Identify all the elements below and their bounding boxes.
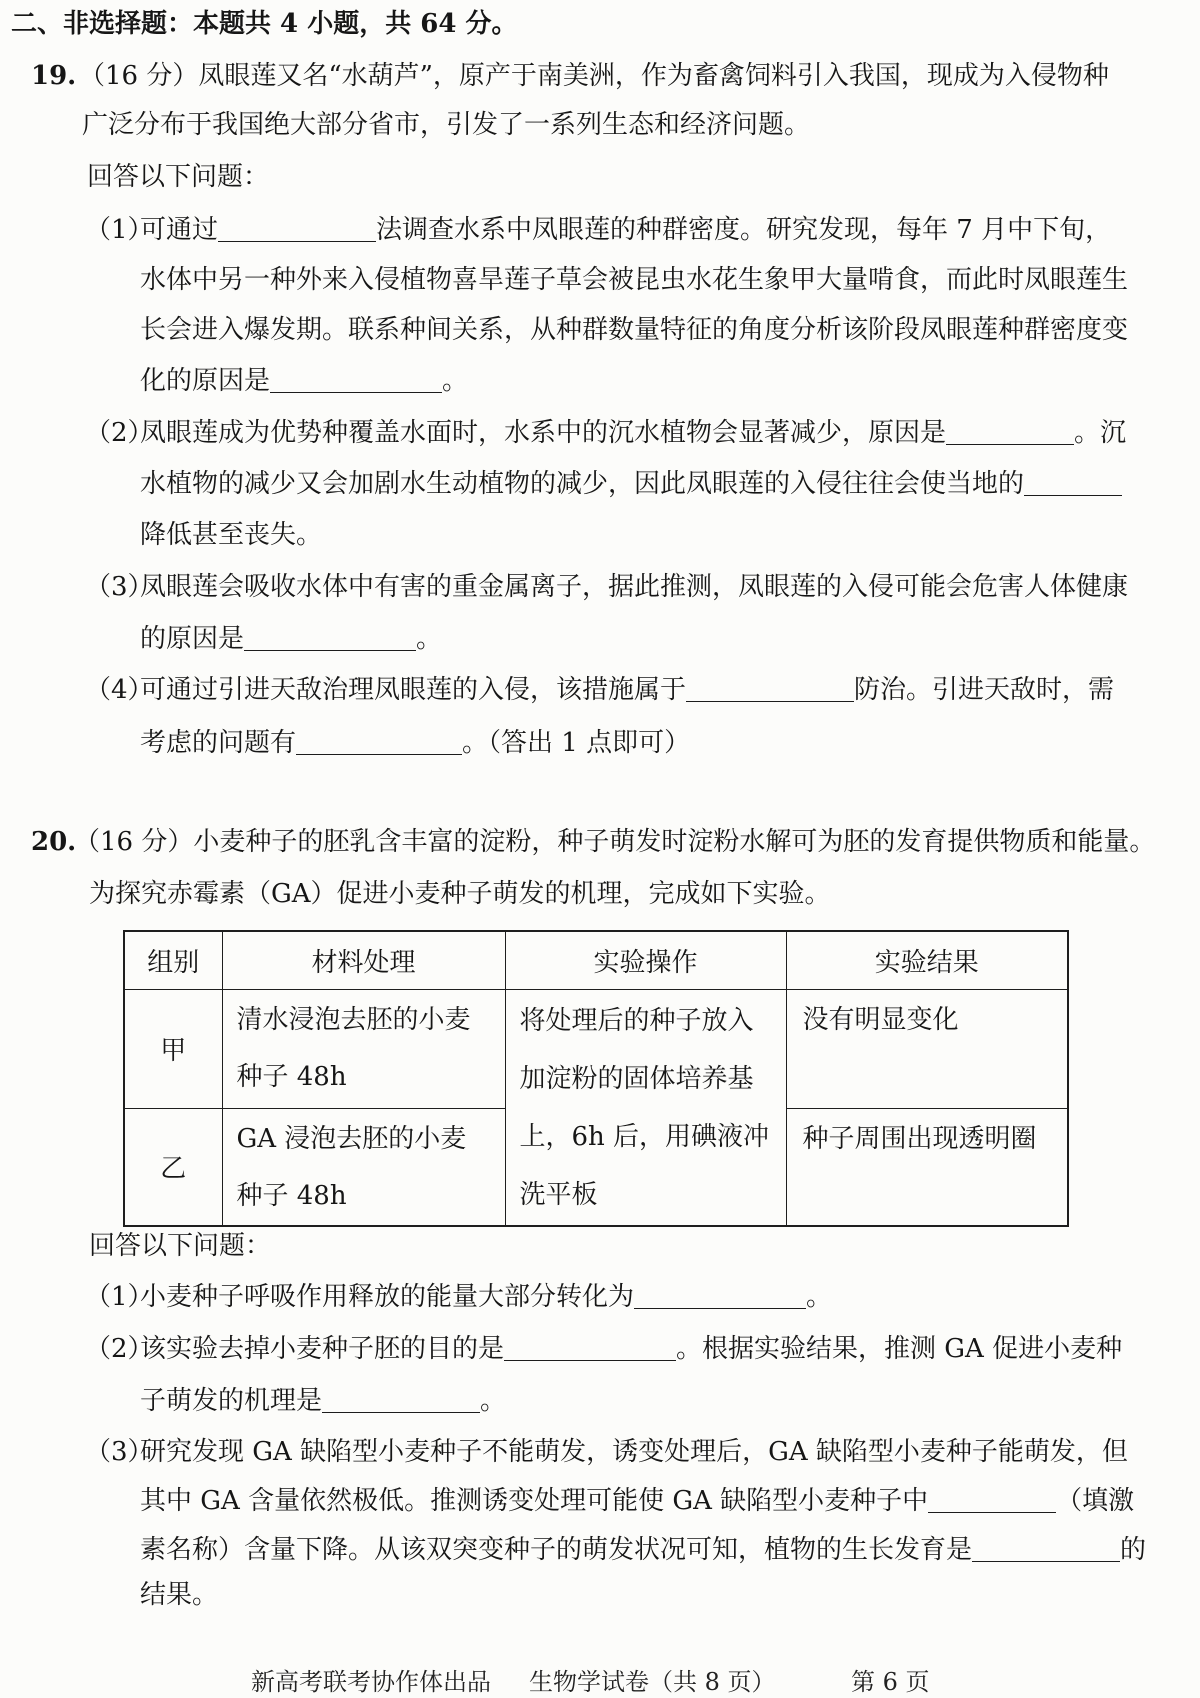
q20-sub3-line — [85, 1434, 1128, 1470]
question-text: 的原因是 — [140, 624, 245, 654]
question-text: （填激 — [1056, 1486, 1135, 1516]
q20-sub3-line — [140, 1532, 1146, 1568]
section-heading: 二、非选择题：本题共 4 小题，共 64 分。 — [11, 9, 518, 39]
answer-blank — [1024, 472, 1122, 496]
answer-blank — [270, 369, 442, 393]
question-text: 该实验去掉小麦种子胚的目的是 — [140, 1334, 505, 1364]
q20-sub3-line: 结果。 — [140, 1580, 219, 1610]
question-text: 考虑的问题有 — [140, 728, 297, 758]
table-header-row — [124, 931, 1068, 989]
cell-text-line: 清水浸泡去胚的小麦 — [236, 1004, 471, 1035]
question-text: 凤眼莲会吸收水体中有害的重金属离子，据此推测，凤眼莲的入侵可能会危害人体健康 — [140, 572, 1129, 602]
cell-text-line: 将处理后的种子放入 — [519, 1005, 754, 1036]
question-text: 防治。引进天敌时，需 — [854, 675, 1115, 705]
answer-blank — [296, 731, 462, 755]
operation-cell — [505, 989, 786, 1226]
cell-text-line: 没有明显变化 — [802, 1004, 959, 1035]
q19-stem-line: （16 分）凤眼莲又名“水葫芦”，原产于南美洲，作为畜禽饲料引入我国，现成为入侵物种 — [79, 61, 1109, 91]
question-text: 化的原因是 — [140, 366, 271, 396]
q20-stem-line: （16 分）小麦种子的胚乳含丰富的淀粉，种子萌发时淀粉水解可为胚的发育提供物质和能量。 — [74, 827, 1156, 857]
question-text: 研究发现 GA 缺陷型小麦种子不能萌发，诱变处理后，GA 缺陷型小麦种子能萌发，但 — [140, 1437, 1128, 1467]
cell-text-line: 种子周围出现透明圈 — [802, 1123, 1037, 1154]
cell-text-line: 种子 48h — [236, 1061, 347, 1092]
question-text: 。 — [480, 1386, 507, 1416]
q20-sub3-line — [140, 1483, 1134, 1519]
material-cell — [222, 989, 505, 1108]
question-text: 可通过 — [140, 215, 219, 245]
table-header-cell: 组别 — [124, 931, 222, 989]
q19-sub1-line: 水体中另一种外来入侵植物喜旱莲子草会被昆虫水花生象甲大量啃食，而此时凤眼莲生 — [140, 265, 1129, 295]
question-text: 子萌发的机理是 — [140, 1386, 323, 1416]
question-text: 法调查水系中凤眼莲的种群密度。研究发现，每年 7 月中下旬， — [376, 215, 1112, 245]
q20-number: 20. — [31, 827, 77, 857]
footer-page-number: 第 6 页 — [851, 1668, 930, 1696]
question-text: 凤眼莲成为优势种覆盖水面时，水系中的沉水植物会显著减少，原因是 — [140, 418, 947, 448]
question-text: 素名称）含量下降。从该双突变种子的萌发状况可知，植物的生长发育是 — [140, 1535, 973, 1565]
result-cell — [786, 989, 1068, 1108]
sub-question-label: （4） — [85, 675, 154, 705]
table-header-cell: 实验操作 — [505, 931, 786, 989]
q20-sub2-line — [140, 1383, 506, 1419]
group-cell: 甲 — [124, 989, 222, 1108]
q19-sub1-line — [85, 212, 1111, 248]
answer-blank — [504, 1337, 676, 1361]
question-text: 。 — [442, 366, 469, 396]
cell-text-line: 种子 48h — [236, 1180, 347, 1211]
q19-sub2-line — [140, 466, 1122, 502]
sub-question-label: （2） — [85, 1334, 154, 1364]
experiment-table — [123, 930, 1069, 1227]
q19-prompt: 回答以下问题： — [87, 162, 270, 192]
answer-blank — [218, 218, 376, 242]
q20-sub1-line — [85, 1279, 832, 1315]
q20-sub2-line — [85, 1331, 1122, 1367]
q19-sub4-line — [140, 725, 690, 761]
result-cell — [786, 1108, 1068, 1226]
question-text: 小麦种子呼吸作用释放的能量大部分转化为 — [140, 1282, 635, 1312]
sub-question-label: （3） — [85, 1437, 154, 1467]
q19-sub4-line — [85, 672, 1114, 708]
group-cell: 乙 — [124, 1108, 222, 1226]
q19-sub1-line — [140, 363, 468, 399]
q20-prompt: 回答以下问题： — [89, 1231, 272, 1261]
answer-blank — [972, 1538, 1120, 1562]
q19-sub1-line: 长会进入爆发期。联系种间关系，从种群数量特征的角度分析该阶段凤眼莲种群密度变 — [140, 315, 1129, 345]
cell-text-line: 上，6h 后，用碘液冲 — [519, 1121, 770, 1152]
sub-question-label: （2） — [85, 418, 154, 448]
question-text: 。 — [806, 1282, 833, 1312]
q20-stem-line: 为探究赤霉素（GA）促进小麦种子萌发的机理，完成如下实验。 — [89, 879, 831, 909]
question-text: 。沉 — [1074, 418, 1127, 448]
answer-blank — [686, 678, 854, 702]
answer-blank — [244, 627, 416, 651]
answer-blank — [322, 1389, 480, 1413]
table-header-cell: 材料处理 — [222, 931, 505, 989]
question-text: 。（答出 1 点即可） — [462, 728, 691, 758]
q19-sub3-line — [140, 621, 442, 657]
sub-question-label: （1） — [85, 1282, 154, 1312]
sub-question-label: （3） — [85, 572, 154, 602]
q19-sub3-line — [85, 569, 1128, 605]
footer-paper-title: 生物学试卷（共 8 页） — [529, 1668, 776, 1696]
answer-blank — [946, 421, 1074, 445]
table-header-cell: 实验结果 — [786, 931, 1068, 989]
q19-number: 19. — [31, 61, 77, 91]
question-text: 的 — [1120, 1535, 1147, 1565]
question-text: 其中 GA 含量依然极低。推测诱变处理可能使 GA 缺陷型小麦种子中 — [140, 1486, 929, 1516]
footer-publisher: 新高考联考协作体出品 — [251, 1668, 491, 1696]
sub-question-label: （1） — [85, 215, 154, 245]
material-cell — [222, 1108, 505, 1226]
answer-blank — [928, 1489, 1056, 1513]
q19-sub2-line — [85, 415, 1126, 451]
cell-text-line: GA 浸泡去胚的小麦 — [236, 1123, 467, 1154]
question-text: 。 — [416, 624, 443, 654]
question-text: 水植物的减少又会加剧水生动植物的减少，因此凤眼莲的入侵往往会使当地的 — [140, 469, 1025, 499]
answer-blank — [634, 1285, 806, 1309]
cell-text-line: 洗平板 — [519, 1179, 598, 1210]
table-row — [124, 989, 1068, 1108]
question-text: 可通过引进天敌治理凤眼莲的入侵，该措施属于 — [140, 675, 687, 705]
cell-text-line: 加淀粉的固体培养基 — [519, 1063, 754, 1094]
q19-sub2-line: 降低甚至丧失。 — [140, 520, 323, 550]
q19-stem-line: 广泛分布于我国绝大部分省市，引发了一系列生态和经济问题。 — [82, 110, 811, 140]
question-text: 。根据实验结果，推测 GA 促进小麦种 — [676, 1334, 1123, 1364]
